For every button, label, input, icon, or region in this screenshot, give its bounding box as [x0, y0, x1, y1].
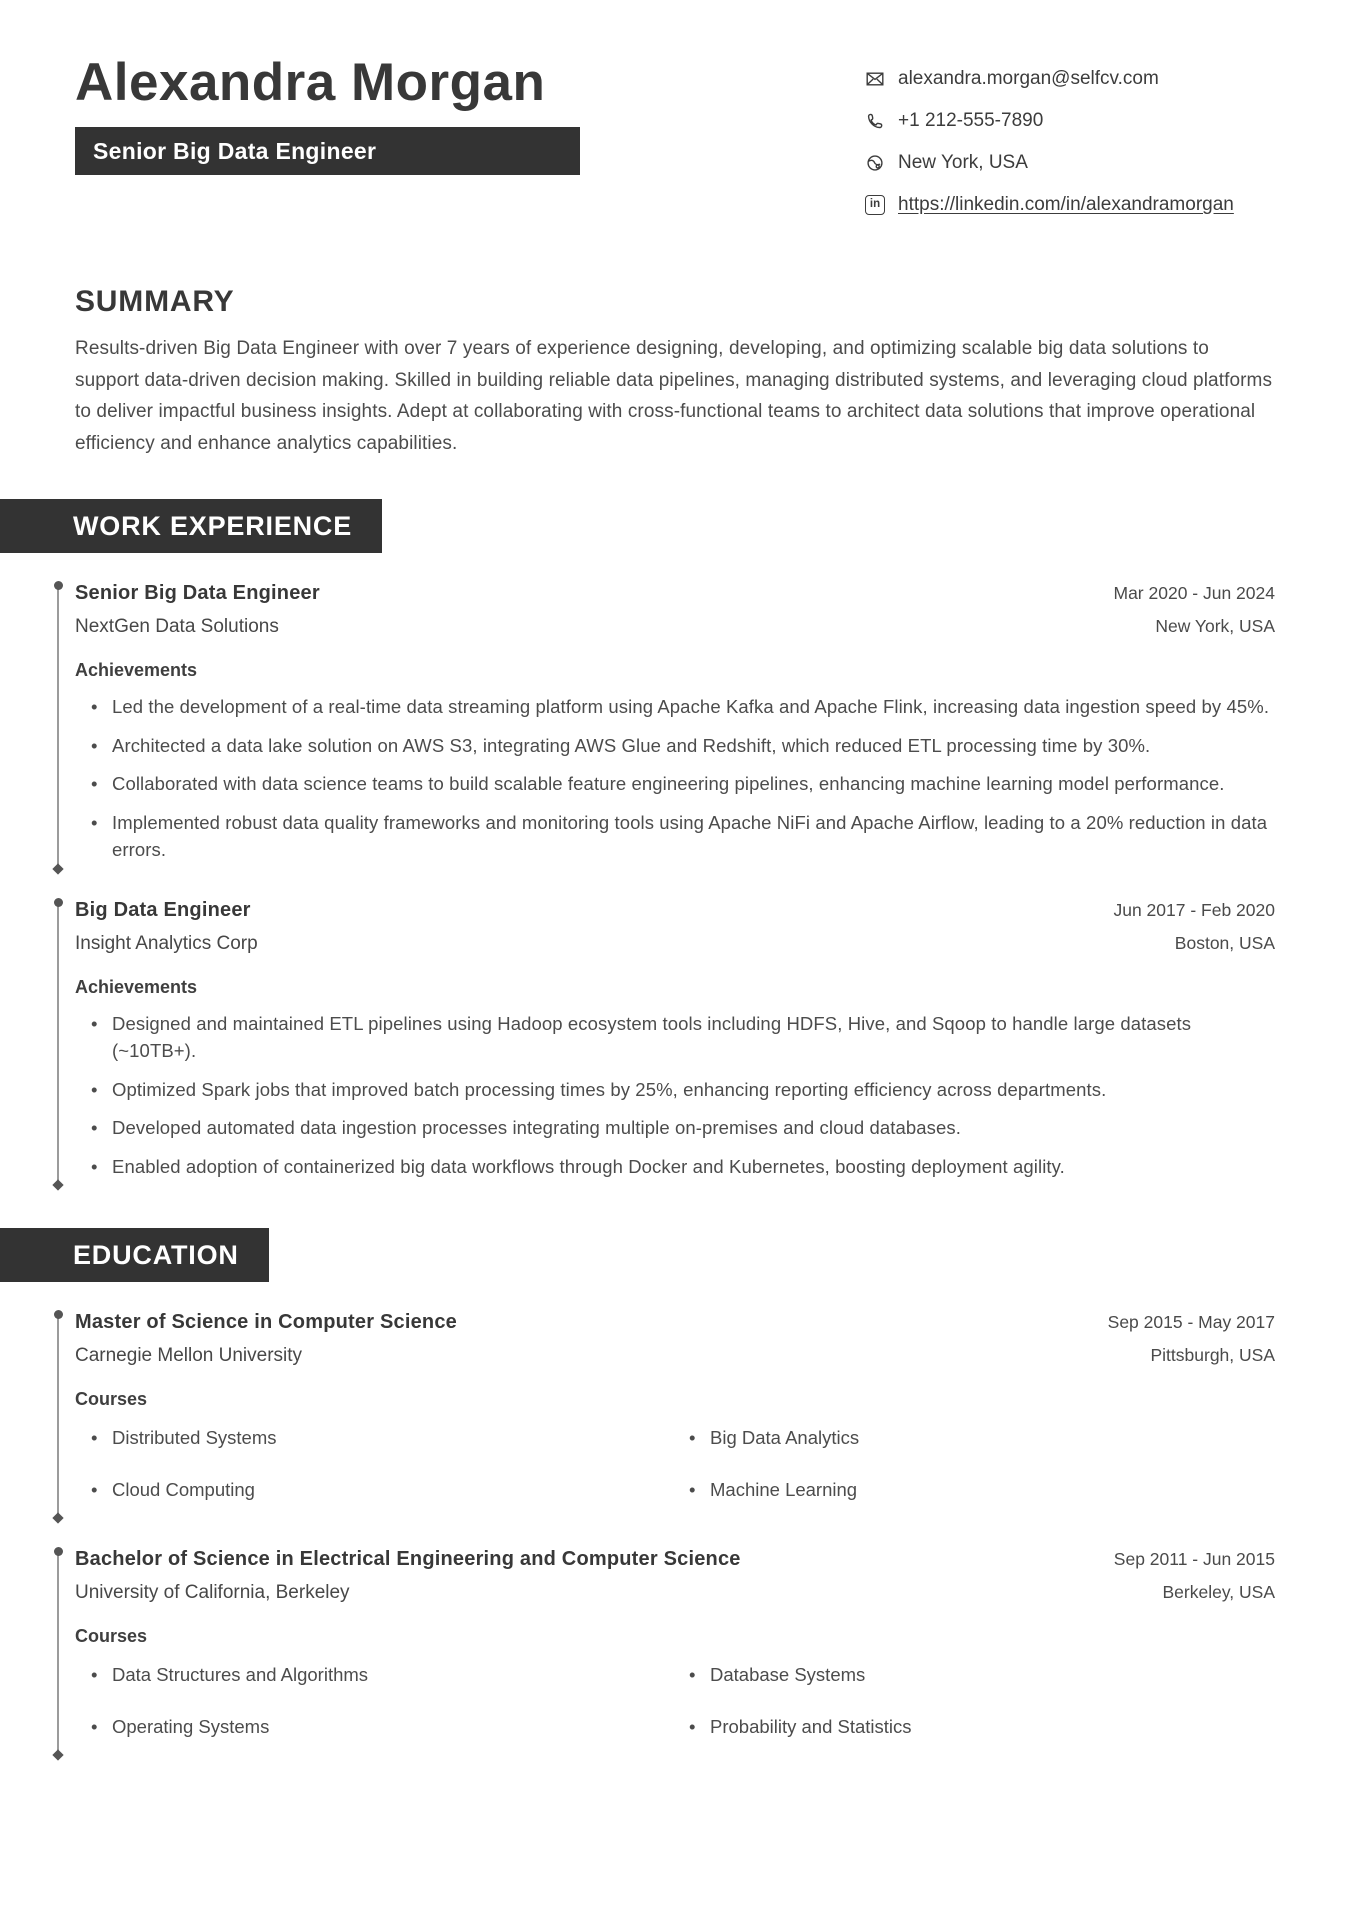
course-item: • Distributed Systems [112, 1424, 710, 1452]
job-location: New York, USA [1155, 616, 1275, 636]
courses-label: Courses [75, 1389, 148, 1409]
contact-email-row [865, 66, 1275, 92]
achievement-item: • Implemented robust data quality frameworks and monitoring tools using Apache NiFi and Apache Airflow, leading to a 20% reduction in data errors. [112, 809, 1275, 864]
timeline-rail [57, 1552, 59, 1754]
contact-linkedin-row [865, 192, 1275, 218]
linkedin-icon: in [865, 195, 885, 215]
courses-list [75, 1661, 1275, 1740]
achievement-item: • Architected a data lake solution on AWS S3, integrating AWS Glue and Redshift, which reduced ETL processing time by 30%. [112, 732, 1275, 760]
achievement-item: • Led the development of a real-time data streaming platform using Apache Kafka and Apache Flink, increasing data ingestion speed by 45%. [112, 693, 1275, 721]
achievement-item: • Optimized Spark jobs that improved batch processing times by 25%, enhancing reporting efficiency across departments. [112, 1076, 1275, 1104]
achievements-list [75, 693, 1275, 864]
course-item: • Operating Systems [112, 1713, 710, 1741]
job-dates: Jun 2017 - Feb 2020 [1113, 899, 1275, 920]
job-company: Insight Analytics Corp [75, 932, 258, 954]
course-item: • Data Structures and Algorithms [112, 1661, 710, 1689]
school-location: Berkeley, USA [1162, 1582, 1275, 1602]
page-title: Alexandra Morgan [75, 53, 546, 112]
achievements-list [75, 1010, 1275, 1181]
degree-title: Master of Science in Computer Science [75, 1311, 457, 1333]
header-identity [75, 52, 580, 175]
contact-phone-row [865, 108, 1275, 134]
school-name: Carnegie Mellon University [75, 1345, 303, 1366]
course-item: • Probability and Statistics [710, 1713, 1275, 1741]
contact-email: alexandra.morgan@selfcv.com [898, 68, 1159, 89]
education-banner: EDUCATION [0, 1228, 269, 1282]
timeline-rail [57, 586, 59, 868]
course-item: • Big Data Analytics [710, 1424, 1275, 1452]
email-icon [865, 69, 885, 89]
job-title-banner [75, 127, 580, 175]
education-section [75, 1308, 1275, 1750]
job-entry [75, 896, 1275, 1181]
timeline-rail [57, 903, 59, 1185]
job-location: Boston, USA [1174, 932, 1275, 953]
course-item: • Database Systems [710, 1661, 1275, 1689]
job-company: NextGen Data Solutions [75, 616, 279, 637]
summary-heading: SUMMARY [75, 285, 235, 318]
courses-label: Courses [75, 1626, 148, 1646]
globe-icon [865, 153, 885, 173]
linkedin-link[interactable]: https://linkedin.com/in/alexandramorgan [898, 194, 1234, 215]
contact-phone: +1 212-555-7890 [898, 110, 1044, 131]
work-experience-section [75, 579, 1275, 1180]
achievement-item: • Developed automated data ingestion processes integrating multiple on-premises and cloud databases. [112, 1114, 1275, 1142]
achievement-item: • Designed and maintained ETL pipelines using Hadoop ecosystem tools including HDFS, Hive, and Sqoop to handle large datasets (~10TB+). [112, 1010, 1275, 1065]
school-name: University of California, Berkeley [75, 1582, 350, 1603]
education-dates: Sep 2011 - Jun 2015 [1113, 1549, 1275, 1569]
education-entry [75, 1545, 1275, 1750]
job-title-text: Senior Big Data Engineer [93, 137, 377, 164]
resume-header [75, 52, 1275, 234]
contact-location: New York, USA [898, 152, 1028, 173]
contact-location-row [865, 150, 1275, 176]
education-entry [75, 1308, 1275, 1513]
work-experience-banner: WORK EXPERIENCE [0, 499, 382, 553]
timeline-rail [57, 1315, 59, 1517]
job-title: Senior Big Data Engineer [75, 582, 320, 604]
degree-title: Bachelor of Science in Electrical Engineering and Computer Science [75, 1548, 741, 1570]
contact-block [865, 66, 1275, 234]
achievement-item: • Enabled adoption of containerized big data workflows through Docker and Kubernetes, boosting deployment agility. [112, 1153, 1275, 1181]
phone-icon [865, 111, 885, 131]
achievements-label: Achievements [75, 976, 198, 997]
job-title: Big Data Engineer [75, 898, 251, 921]
education-dates: Sep 2015 - May 2017 [1107, 1312, 1275, 1332]
course-item: • Cloud Computing [112, 1476, 710, 1504]
course-item: • Machine Learning [710, 1476, 1275, 1504]
achievements-label: Achievements [75, 660, 198, 680]
job-entry [75, 579, 1275, 864]
job-dates: Mar 2020 - Jun 2024 [1113, 583, 1275, 603]
achievement-item: • Collaborated with data science teams to build scalable feature engineering pipelines, enhancing machine learning model performance. [112, 770, 1275, 798]
courses-list [75, 1424, 1275, 1503]
school-location: Pittsburgh, USA [1150, 1345, 1275, 1365]
summary-text: Results-driven Big Data Engineer with over 7 years of experience designing, developing, and optimizing scalable big data solutions to support data-driven decision making. Skilled in building reliable data pipelines, managing distributed systems, and leveraging cloud platforms to deliver impactful business insights. Adept at collaborating with cross-functional teams to architect data solutions that improve operational efficiency and enhance analytics capabilities. [75, 338, 1273, 454]
